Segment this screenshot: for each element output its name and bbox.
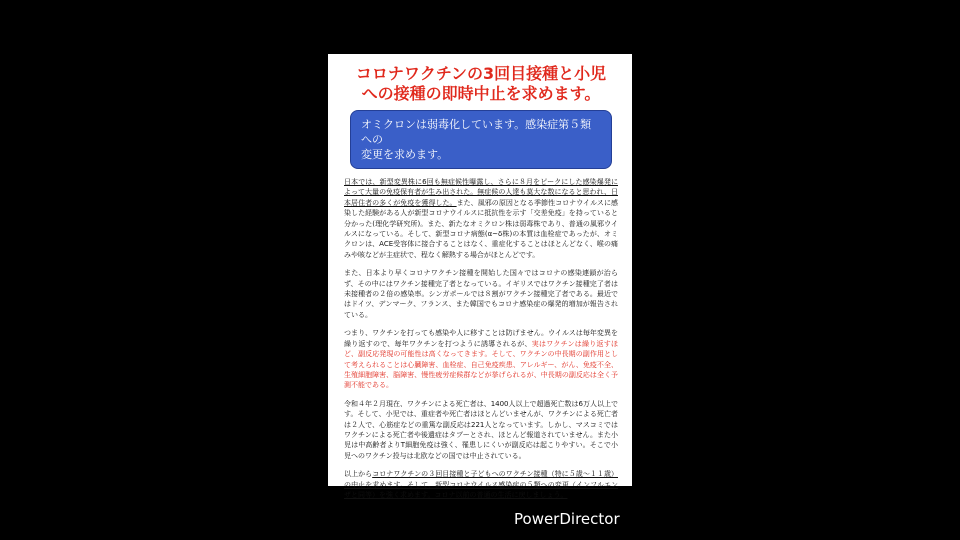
paragraph-5-demand: コロナワクチンの３回目接種と子どもへのワクチン接種（特に５歳～１１歳）の中止を求めます。そして、新型コロナウイルス感染症の５類への変更（インフルエンザと同等）を強く求めます。コロナ以前の普通の生活に戻しましょう。 [344, 470, 618, 499]
page-title [344, 64, 618, 104]
paragraph-3-lead: つまり、ワクチンを打っても感染や人に移すことは防げません。ウイルスは毎年変異を繰り返すので、毎年ワクチンを打つように誘導されるが、 [344, 329, 618, 348]
paragraph-3-warning: 実はワクチンは繰り返すほど、副反応発現の可能性は高くなってきます。そして、ワクチンの中長期の副作用として考えられることは心臓障害、血栓症、自己免疫疾患、アレルギー、がん、免疫不全、生殖細胞障害、脳障害、慢性疲労症候群などが挙げられるが、中長期の副反応は全く予測不能である。 [344, 339, 618, 390]
paragraph-5-lead: 以上から [344, 470, 373, 479]
paragraph-4: 令和４年２月現在、ワクチンによる死亡者は、1400人以上で超過死亡数は6万人以上です。そして、小児では、重症者や死亡者はほとんどいませんが、ワクチンによる死亡者は２人で、心筋症などの重篤な副反応は221人となっています。しかし、マスコミではワクチンによる死亡者や後遺症はタブーとされ、ほとんど報道されていません。また小児は中高齢者よりT細胞免疫は強く、罹患しにくいが副反応は起こりやすい。そこで小児へのワクチン投与は北欧などの国では中止されている。 [344, 399, 618, 460]
callout-line-2: 変更を求めます。 [361, 148, 449, 161]
paragraph-1-underlined: 日本では、新型変異株に6回も無症候性曝露し、さらに８月をピークにした感染爆発によって大量の免疫保有者が生み出された。無症候の人達も莫大な数になると思われ、日本居住者の多くが免疫を獲得した。 [344, 178, 618, 207]
paragraph-1-rest: また、風邪の原因となる季節性コロナウイルスに感染した経験がある人が新型コロナウイルスに抵抗性を示す「交差免疫」を持っていると分かった(理化学研究所)。また、新たなオミクロン株は弱毒株であり、普通の風邪ウイルスになっている。そして、新型コロナ病態(α~δ株)の本質は血栓症であったが、オミクロンは、ACE受容体に接合することはなく、重症化することはほとんどなく、喉の痛みや咳などが主症状で、程なく解熱する場合がほとんどです。 [344, 198, 618, 259]
powerdirector-watermark: PowerDirector [514, 510, 620, 528]
title-line-2: への接種の即時中止を求めます。 [361, 84, 601, 103]
callout-line-1: オミクロンは弱毒化しています。感染症第５類への [361, 118, 592, 146]
paragraph-1 [344, 177, 618, 260]
paragraph-5 [344, 469, 618, 500]
callout-box [350, 110, 612, 169]
document-page [328, 54, 632, 499]
paragraph-3 [344, 328, 618, 390]
paragraph-2: また、日本より早くコロナワクチン接種を開始した国々ではコロナの感染連鎖が治らず、その中にはワクチン接種完了者となっている。イギリスではワクチン接種完了者は未接種者の２倍の感染率。シンガポールでは８割がワクチン接種完了者である。最近ではドイツ、デンマーク、フランス、また韓国でもコロナ感染症の爆発的増加が報告されている。 [344, 269, 618, 319]
title-line-1: コロナワクチンの3回目接種と小児 [355, 64, 607, 83]
